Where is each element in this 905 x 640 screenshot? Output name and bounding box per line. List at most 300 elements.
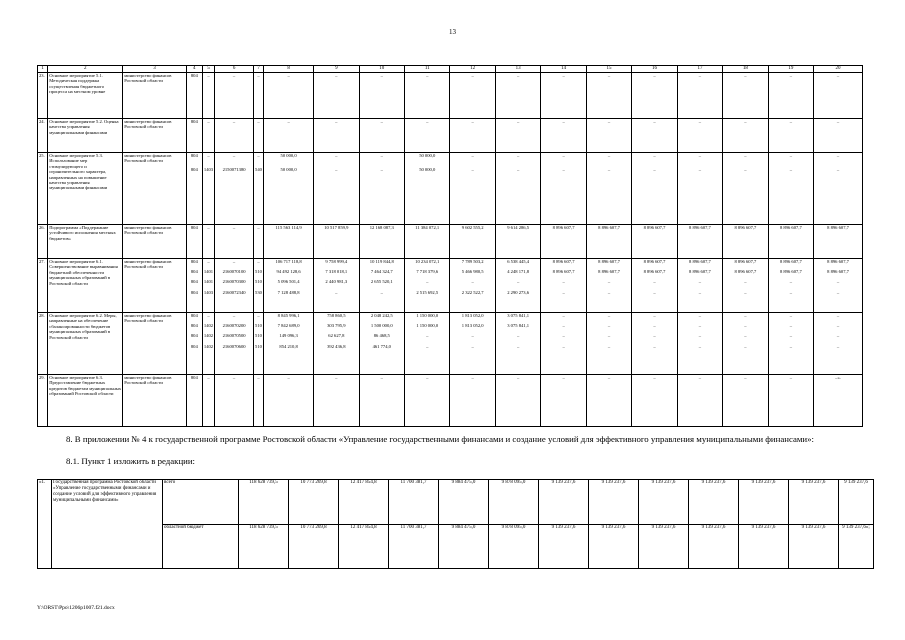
column-header: 11 <box>405 66 450 73</box>
value-cell <box>202 73 215 119</box>
cell-line: – <box>607 167 611 173</box>
cell-line: 62 627,8 <box>328 333 345 339</box>
cell-line: 1 813 052,0 <box>461 323 484 329</box>
value-cell <box>264 313 314 375</box>
cell-line: – <box>232 259 236 264</box>
value-cell <box>677 313 722 375</box>
column-header-row <box>38 66 863 73</box>
cell-line: 804 <box>190 333 198 339</box>
cell-line: – <box>562 375 565 380</box>
value-cell <box>359 119 404 153</box>
t2-cell: 9 139 237,6 <box>589 524 639 569</box>
measure-name: Основное мероприятие 5.1. Методическая поддержка осуществления бюджетного процесса на местном уровне <box>48 73 123 119</box>
cell-line: – <box>607 323 611 329</box>
cell-line: – <box>257 259 260 264</box>
value-cell <box>359 73 404 119</box>
cell-line: 2160070100 <box>222 269 246 275</box>
cell-line: – <box>653 313 656 318</box>
cell-line: – <box>698 73 702 78</box>
cell-line: 510 <box>255 343 262 349</box>
cell-line: – <box>471 279 474 285</box>
value-cell <box>541 375 586 427</box>
t2-row-number: «1. <box>38 480 52 569</box>
table-row <box>38 313 863 375</box>
cell-line: – <box>789 323 792 329</box>
cell-line: 758 860,5 <box>327 313 346 318</box>
value-cell <box>253 73 263 119</box>
value-cell <box>215 313 254 375</box>
column-header: 19 <box>768 66 813 73</box>
value-cell <box>215 153 254 225</box>
value-cell <box>814 73 863 119</box>
column-header: 9 <box>314 66 359 73</box>
t2-cell: 10 773 269,8 <box>289 480 339 525</box>
cell-line: 5 096 501,4 <box>277 279 300 285</box>
value-cell <box>215 259 254 313</box>
column-header: 3 <box>123 66 187 73</box>
value-cell <box>253 119 263 153</box>
cell-line: – <box>207 119 210 124</box>
cell-line: – <box>607 73 611 78</box>
cell-line: 8 896 607,7 <box>552 269 575 275</box>
row-number: 29. <box>38 375 48 427</box>
value-cell <box>314 313 359 375</box>
value-cell <box>495 153 540 225</box>
cell-line: 8 896 607,7 <box>779 259 802 264</box>
cell-line: – <box>335 119 338 124</box>
value-cell <box>359 153 404 225</box>
cell-line: 7 789 503,2 <box>461 259 484 264</box>
cell-line: 8 896 607,7 <box>643 269 666 275</box>
page-number: 13 <box>449 28 456 36</box>
cell-line: – <box>836 73 840 78</box>
cell-line: – <box>562 313 565 318</box>
row-number: 26. <box>38 225 48 259</box>
value-cell <box>264 119 314 153</box>
cell-line: – <box>232 73 236 78</box>
row-number: 23. <box>38 73 48 119</box>
column-header: 20 <box>814 66 863 73</box>
value-cell <box>814 313 863 375</box>
cell-line: – <box>836 333 840 339</box>
paragraph-8: 8. В приложении № 4 к государственной программе Ростовской области «Управление государственными финансами и создание условий для эффективного управления муниципальными финансами»: <box>66 434 814 444</box>
cell-line: – <box>232 375 236 380</box>
value-cell <box>253 225 263 259</box>
column-header: 15 <box>586 66 631 73</box>
cell-line: – <box>471 375 474 380</box>
t2-cell: 10 773 269,8 <box>289 524 339 569</box>
value-cell <box>264 259 314 313</box>
value-cell <box>723 119 768 153</box>
value-cell <box>450 153 495 225</box>
cell-line: – <box>426 333 429 339</box>
cell-line: 530 <box>255 289 262 295</box>
cell-line: – <box>426 119 429 124</box>
cell-line: – <box>607 289 611 295</box>
t2-cell: 9 884 475,0 <box>439 480 489 525</box>
value-cell <box>586 225 631 259</box>
cell-line: 8 896 607,7 <box>779 225 802 230</box>
cell-line: – <box>335 153 338 158</box>
t2-cell: 9 139 237,6 <box>739 524 789 569</box>
value-cell <box>450 375 495 427</box>
cell-line: – <box>232 153 236 158</box>
cell-line: – <box>653 375 656 380</box>
cell-line: – <box>744 313 747 318</box>
value-cell <box>632 375 677 427</box>
cell-line: – <box>836 167 840 173</box>
column-header: 8 <box>264 66 314 73</box>
cell-line: 8 896 607,7 <box>779 269 802 275</box>
value-cell <box>314 73 359 119</box>
value-cell <box>405 375 450 427</box>
cell-line: 50 000,0 <box>280 153 297 158</box>
cell-line: – <box>335 73 338 78</box>
value-cell <box>723 153 768 225</box>
value-cell <box>405 259 450 313</box>
cell-line: – <box>607 333 611 339</box>
cell-line: 7 842 689,0 <box>277 323 300 329</box>
cell-line: – <box>836 279 840 285</box>
cell-line: 461 774,0 <box>372 343 391 349</box>
value-cell <box>186 153 202 225</box>
value-cell <box>677 225 722 259</box>
value-cell <box>405 119 450 153</box>
value-cell <box>632 153 677 225</box>
resource-table <box>37 479 874 569</box>
column-header: 6 <box>215 66 254 73</box>
cell-line: 12 168 087,3 <box>369 225 394 230</box>
cell-line: – <box>698 375 702 380</box>
cell-line: 1401 <box>203 279 214 285</box>
cell-line: – <box>744 343 747 349</box>
responsible-executor: министерство финансов Ростовской области <box>123 313 187 375</box>
cell-line: 8 896 607,7 <box>827 259 849 264</box>
cell-line: 3 075 841,1 <box>507 323 530 329</box>
cell-line: – <box>698 153 702 158</box>
value-cell <box>586 313 631 375</box>
cell-line: – <box>516 279 520 285</box>
value-cell <box>202 259 215 313</box>
cell-line: 10 517 859,9 <box>324 225 349 230</box>
value-cell <box>541 153 586 225</box>
cell-line: – <box>562 153 565 158</box>
value-cell <box>314 259 359 313</box>
value-cell <box>405 225 450 259</box>
cell-line: – <box>653 323 656 329</box>
cell-line: 854 210,8 <box>279 343 298 349</box>
responsible-executor: министерство финансов Ростовской области <box>123 153 187 225</box>
value-cell <box>359 259 404 313</box>
cell-line: 2150071380 <box>222 167 246 173</box>
measure-name: Основное мероприятие 6.2. Меры, направленные на обеспечение сбалансированности бюджетов муниципальных образований в Ростовской области <box>48 313 123 375</box>
value-cell <box>586 119 631 153</box>
cell-line: 1402 <box>203 333 214 339</box>
value-cell <box>768 73 813 119</box>
t2-label-total: всего <box>163 480 239 525</box>
value-cell <box>314 119 359 153</box>
cell-line: – <box>789 375 792 380</box>
cell-line: 9 602 555,2 <box>461 225 484 230</box>
value-cell <box>541 225 586 259</box>
cell-line: – <box>744 323 747 329</box>
cell-line: – <box>426 279 429 285</box>
cell-line: – <box>653 119 656 124</box>
value-cell <box>264 225 314 259</box>
paragraph-8-1: 8.1. Пункт 1 изложить в редакции: <box>66 456 196 466</box>
value-cell <box>264 73 314 119</box>
column-header: 16 <box>632 66 677 73</box>
value-cell <box>202 225 215 259</box>
cell-line: – <box>232 119 236 124</box>
cell-line: 1403 <box>203 289 214 295</box>
value-cell <box>677 153 722 225</box>
t2-cell: 9 878 095,0 <box>489 480 539 525</box>
cell-line: – <box>653 289 656 295</box>
cell-line: – <box>562 323 565 329</box>
measure-name: Подпрограмма «Поддержание устойчивого исполнения местных бюджетов» <box>48 225 123 259</box>
cell-line: – <box>380 167 383 173</box>
column-header: 17 <box>677 66 722 73</box>
cell-line: 804 <box>190 153 198 158</box>
cell-line: – <box>653 73 656 78</box>
column-header: 1 <box>38 66 48 73</box>
cell-line: – <box>698 343 702 349</box>
value-cell <box>495 225 540 259</box>
value-cell <box>723 375 768 427</box>
value-cell <box>186 259 202 313</box>
column-header: 2 <box>48 66 123 73</box>
value-cell <box>632 259 677 313</box>
value-cell <box>768 119 813 153</box>
cell-line: 1 813 052,0 <box>461 313 484 318</box>
value-cell <box>202 119 215 153</box>
measure-name: Основное мероприятие 5.2. Оценка качества управления муниципальными финансами <box>48 119 123 153</box>
measure-name: Основное мероприятие 5.3. Использование мер стимулирующего и ограничительного характера, направленных на повышение качества управления муниципальными финансами <box>48 153 123 225</box>
table-row <box>38 119 863 153</box>
cell-line: 303 795,9 <box>327 323 346 329</box>
value-cell <box>314 375 359 427</box>
cell-line: – <box>335 289 338 295</box>
value-cell <box>677 375 722 427</box>
value-cell <box>677 73 722 119</box>
value-cell <box>677 259 722 313</box>
cell-line: 8 896 607,7 <box>689 269 711 275</box>
cell-line: – <box>744 289 747 295</box>
cell-line: 7 718 379,6 <box>416 269 439 275</box>
value-cell <box>768 313 813 375</box>
value-cell <box>450 313 495 375</box>
value-cell <box>586 73 631 119</box>
value-cell <box>215 225 254 259</box>
value-cell <box>814 119 863 153</box>
responsible-executor: министерство финансов Ростовской области <box>123 73 187 119</box>
cell-line: 804 <box>190 167 198 173</box>
cell-line: 8 896 607,7 <box>827 269 849 275</box>
table-row <box>38 225 863 259</box>
value-cell <box>450 225 495 259</box>
cell-line: – <box>789 167 792 173</box>
cell-line: – <box>789 279 792 285</box>
cell-line: 1 500 000,0 <box>370 323 393 329</box>
cell-line: 2160072340 <box>222 289 246 295</box>
cell-line: – <box>653 343 656 349</box>
value-cell <box>186 119 202 153</box>
value-cell <box>405 153 450 225</box>
cell-line: 2160070200 <box>222 323 246 329</box>
cell-line: 11 384 072,1 <box>415 225 440 230</box>
value-cell <box>768 375 813 427</box>
cell-line: 804 <box>190 259 198 264</box>
t2-cell: 118 628 739,5 <box>239 524 289 569</box>
cell-line: – <box>232 225 236 230</box>
cell-line: – <box>653 153 656 158</box>
cell-line: – <box>257 73 260 78</box>
cell-line: – <box>207 259 210 264</box>
cell-line: 94 492 128,6 <box>276 269 301 275</box>
cell-line: 115 563 114,9 <box>275 225 302 230</box>
value-cell <box>814 259 863 313</box>
cell-line: –». <box>835 375 841 380</box>
cell-line: 10 119 844,8 <box>369 259 394 264</box>
cell-line: – <box>257 313 260 318</box>
value-cell <box>202 153 215 225</box>
table-row <box>38 259 863 313</box>
cell-line: – <box>232 313 236 318</box>
cell-line: – <box>471 343 474 349</box>
cell-line: – <box>516 375 520 380</box>
value-cell <box>723 225 768 259</box>
value-cell <box>723 313 768 375</box>
cell-line: 540 <box>255 167 262 173</box>
cell-line: – <box>698 279 702 285</box>
cell-line: 510 <box>255 323 262 329</box>
t2-cell: 9 139 237,6 <box>639 480 689 525</box>
cell-line: – <box>257 225 260 230</box>
cell-line: 804 <box>190 73 198 78</box>
cell-line: 4 248 171,8 <box>507 269 530 275</box>
t2-program-name: Государственная программа Ростовской области «Управление государственными финансами и создание условий для эффективного управления муниципальными финансами» <box>52 480 163 569</box>
cell-line: – <box>607 343 611 349</box>
cell-line: 8 896 607,7 <box>734 259 757 264</box>
cell-line: 2160070500 <box>222 333 246 339</box>
cell-line: – <box>698 167 702 173</box>
cell-line: – <box>516 153 520 158</box>
value-cell <box>405 313 450 375</box>
cell-line: – <box>607 279 611 285</box>
file-path-footer: Y:\ORST\Ppo\1206p1007.f21.docx <box>37 605 115 611</box>
cell-line: 8 896 607,7 <box>552 259 575 264</box>
cell-line: 2 322 522,7 <box>461 289 484 295</box>
column-header: 7 <box>253 66 263 73</box>
cell-line: – <box>287 73 290 78</box>
column-header: 14 <box>541 66 586 73</box>
cell-line: – <box>207 73 210 78</box>
cell-line: – <box>744 119 747 124</box>
value-cell <box>632 119 677 153</box>
cell-line: – <box>426 375 429 380</box>
value-cell <box>186 313 202 375</box>
table-row <box>38 375 863 427</box>
responsible-executor: министерство финансов Ростовской области <box>123 375 187 427</box>
cell-line: – <box>789 333 792 339</box>
cell-line: 9 758 999,4 <box>325 259 348 264</box>
value-cell <box>814 375 863 427</box>
cell-line: – <box>471 73 474 78</box>
cell-line: 6 538 445,4 <box>507 259 530 264</box>
t2-label-regional: областной бюджет <box>163 524 239 569</box>
cell-line: 149 096,3 <box>279 333 298 339</box>
cell-line: 7 128 488,8 <box>277 289 300 295</box>
cell-line: – <box>207 153 210 158</box>
cell-line: 1403 <box>203 167 214 173</box>
measure-name: Основное мероприятие 6.1. Совершенствование выравнивания бюджетной обеспеченности муниципальных образований в Ростовской области <box>48 259 123 313</box>
cell-line: 50 000,0 <box>280 167 297 173</box>
cell-line: 8 896 607,7 <box>643 225 666 230</box>
value-cell <box>586 375 631 427</box>
value-cell <box>632 73 677 119</box>
t2-cell: 9 139 237,6 <box>839 480 874 525</box>
value-cell <box>215 375 254 427</box>
cell-line: 1402 <box>203 323 214 329</box>
value-cell <box>768 259 813 313</box>
value-cell <box>450 119 495 153</box>
cell-line: – <box>516 119 520 124</box>
value-cell <box>723 73 768 119</box>
row-number: 28. <box>38 313 48 375</box>
value-cell <box>186 225 202 259</box>
column-header: 4 <box>186 66 202 73</box>
cell-line: – <box>516 167 520 173</box>
cell-line: 3 075 841,1 <box>507 313 530 318</box>
cell-line: 510 <box>255 269 262 275</box>
value-cell <box>359 225 404 259</box>
cell-line: – <box>562 167 565 173</box>
cell-line: 8 896 607,7 <box>598 225 620 230</box>
responsible-executor: министерство финансов Ростовской области <box>123 259 187 313</box>
cell-line: – <box>607 153 611 158</box>
value-cell <box>495 313 540 375</box>
value-cell <box>814 153 863 225</box>
cell-line: 804 <box>190 269 198 275</box>
cell-line: 8 896 607,7 <box>827 225 849 230</box>
t2-cell: 12 417 854,8 <box>339 480 389 525</box>
cell-line: – <box>836 343 840 349</box>
column-header: 5 <box>202 66 215 73</box>
cell-line: – <box>744 279 747 285</box>
cell-line: – <box>836 313 840 318</box>
value-cell <box>405 73 450 119</box>
cell-line: – <box>562 73 565 78</box>
cell-line: 510 <box>255 333 262 339</box>
cell-line: – <box>471 153 474 158</box>
cell-line: 804 <box>190 289 198 295</box>
value-cell <box>450 73 495 119</box>
value-cell <box>314 225 359 259</box>
row-number: 27. <box>38 259 48 313</box>
cell-line: – <box>607 119 611 124</box>
value-cell <box>215 119 254 153</box>
value-cell <box>359 375 404 427</box>
cell-line: – <box>836 153 840 158</box>
cell-line: – <box>789 289 792 295</box>
cell-line: – <box>380 73 383 78</box>
cell-line: 804 <box>190 375 198 380</box>
value-cell <box>495 259 540 313</box>
cell-line: 2 440 981,3 <box>325 279 348 285</box>
cell-line: 510 <box>255 279 262 285</box>
cell-line: – <box>471 333 474 339</box>
